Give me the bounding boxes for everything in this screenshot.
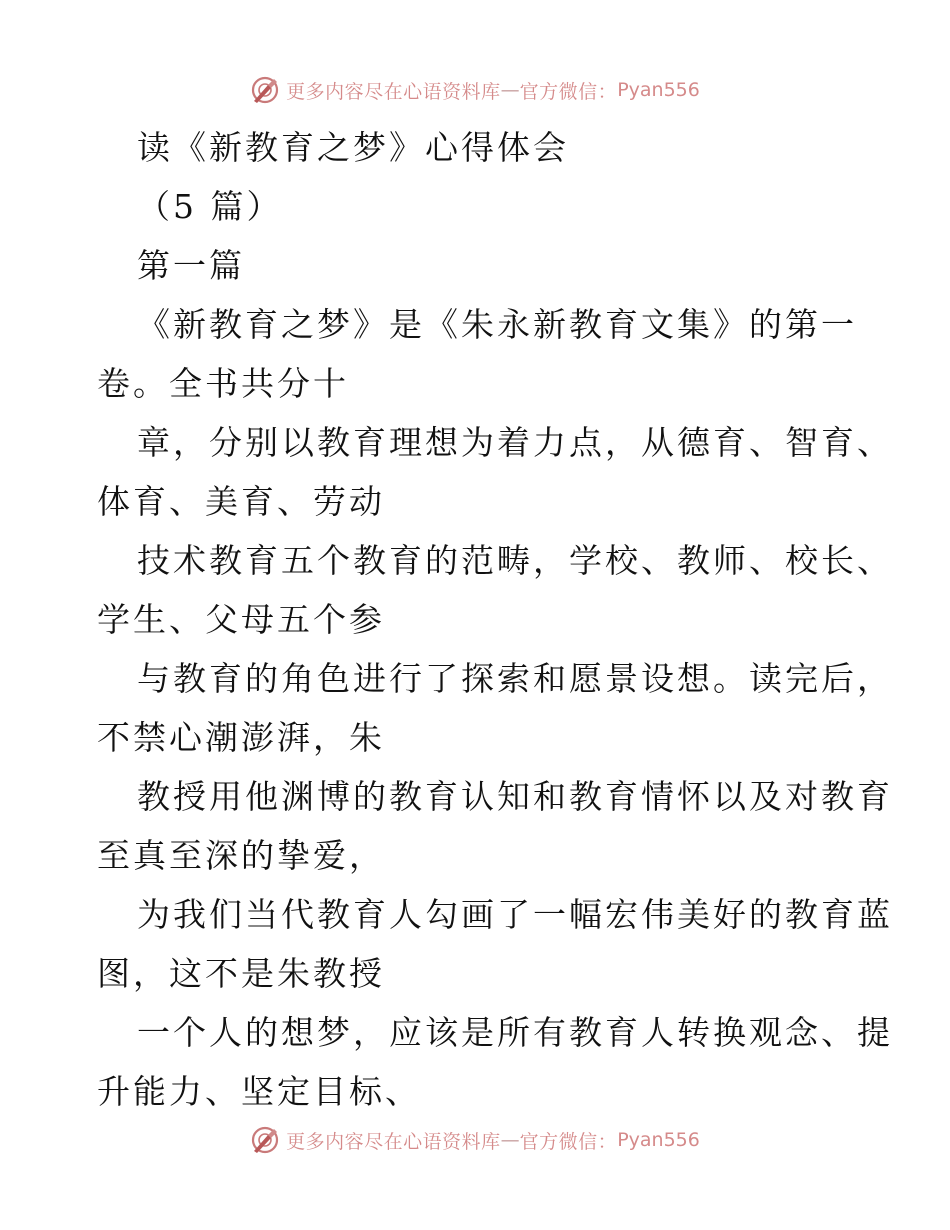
watermark-wechat-label: 官方微信： (519, 80, 618, 103)
paragraph-line: 为我们当代教育人勾画了一幅宏伟美好的教育蓝 (137, 895, 893, 934)
document-title: 读《新教育之梦》心得体会 (137, 128, 569, 167)
paragraph-line: 章，分别以教育理想为着力点，从德育、智育、 (137, 423, 893, 462)
paragraph-line: 体育、美育、劳动 (97, 482, 385, 521)
watermark-separator: — (500, 79, 520, 101)
pen-logo-icon (250, 1125, 280, 1155)
pen-logo-icon (250, 75, 280, 105)
watermark-wechat-id: Pyan556 (617, 79, 700, 101)
document-body (97, 118, 893, 1121)
paragraph-line: 至真至深的挚爱， (97, 836, 385, 875)
watermark-separator: — (500, 1129, 520, 1151)
watermark-site-text: 更多内容尽在心语资料库 (286, 80, 501, 103)
paragraph-line: 与教育的角色进行了探索和愿景设想。读完后， (137, 659, 893, 698)
document-subtitle: （5 篇） (137, 187, 283, 226)
footer-watermark (0, 1122, 950, 1158)
paragraph-line: 《新教育之梦》是《朱永新教育文集》的第一 (137, 305, 857, 344)
watermark-wechat-id: Pyan556 (617, 1129, 700, 1151)
paragraph-line: 教授用他渊博的教育认知和教育情怀以及对教育 (137, 777, 893, 816)
paragraph-lines (97, 295, 893, 1121)
section-heading: 第一篇 (137, 246, 245, 285)
paragraph-line: 升能力、坚定目标、 (97, 1072, 421, 1111)
watermark-site-text: 更多内容尽在心语资料库 (286, 1130, 501, 1153)
header-watermark (0, 72, 950, 108)
paragraph-line: 图，这不是朱教授 (97, 954, 385, 993)
paragraph-line: 技术教育五个教育的范畴，学校、教师、校长、 (137, 541, 893, 580)
paragraph-line: 不禁心潮澎湃，朱 (97, 718, 385, 757)
watermark-wechat-label: 官方微信： (519, 1130, 618, 1153)
paragraph-line: 学生、父母五个参 (97, 600, 385, 639)
paragraph-line: 卷。全书共分十 (97, 364, 349, 403)
paragraph-line: 一个人的想梦，应该是所有教育人转换观念、提 (137, 1013, 893, 1052)
